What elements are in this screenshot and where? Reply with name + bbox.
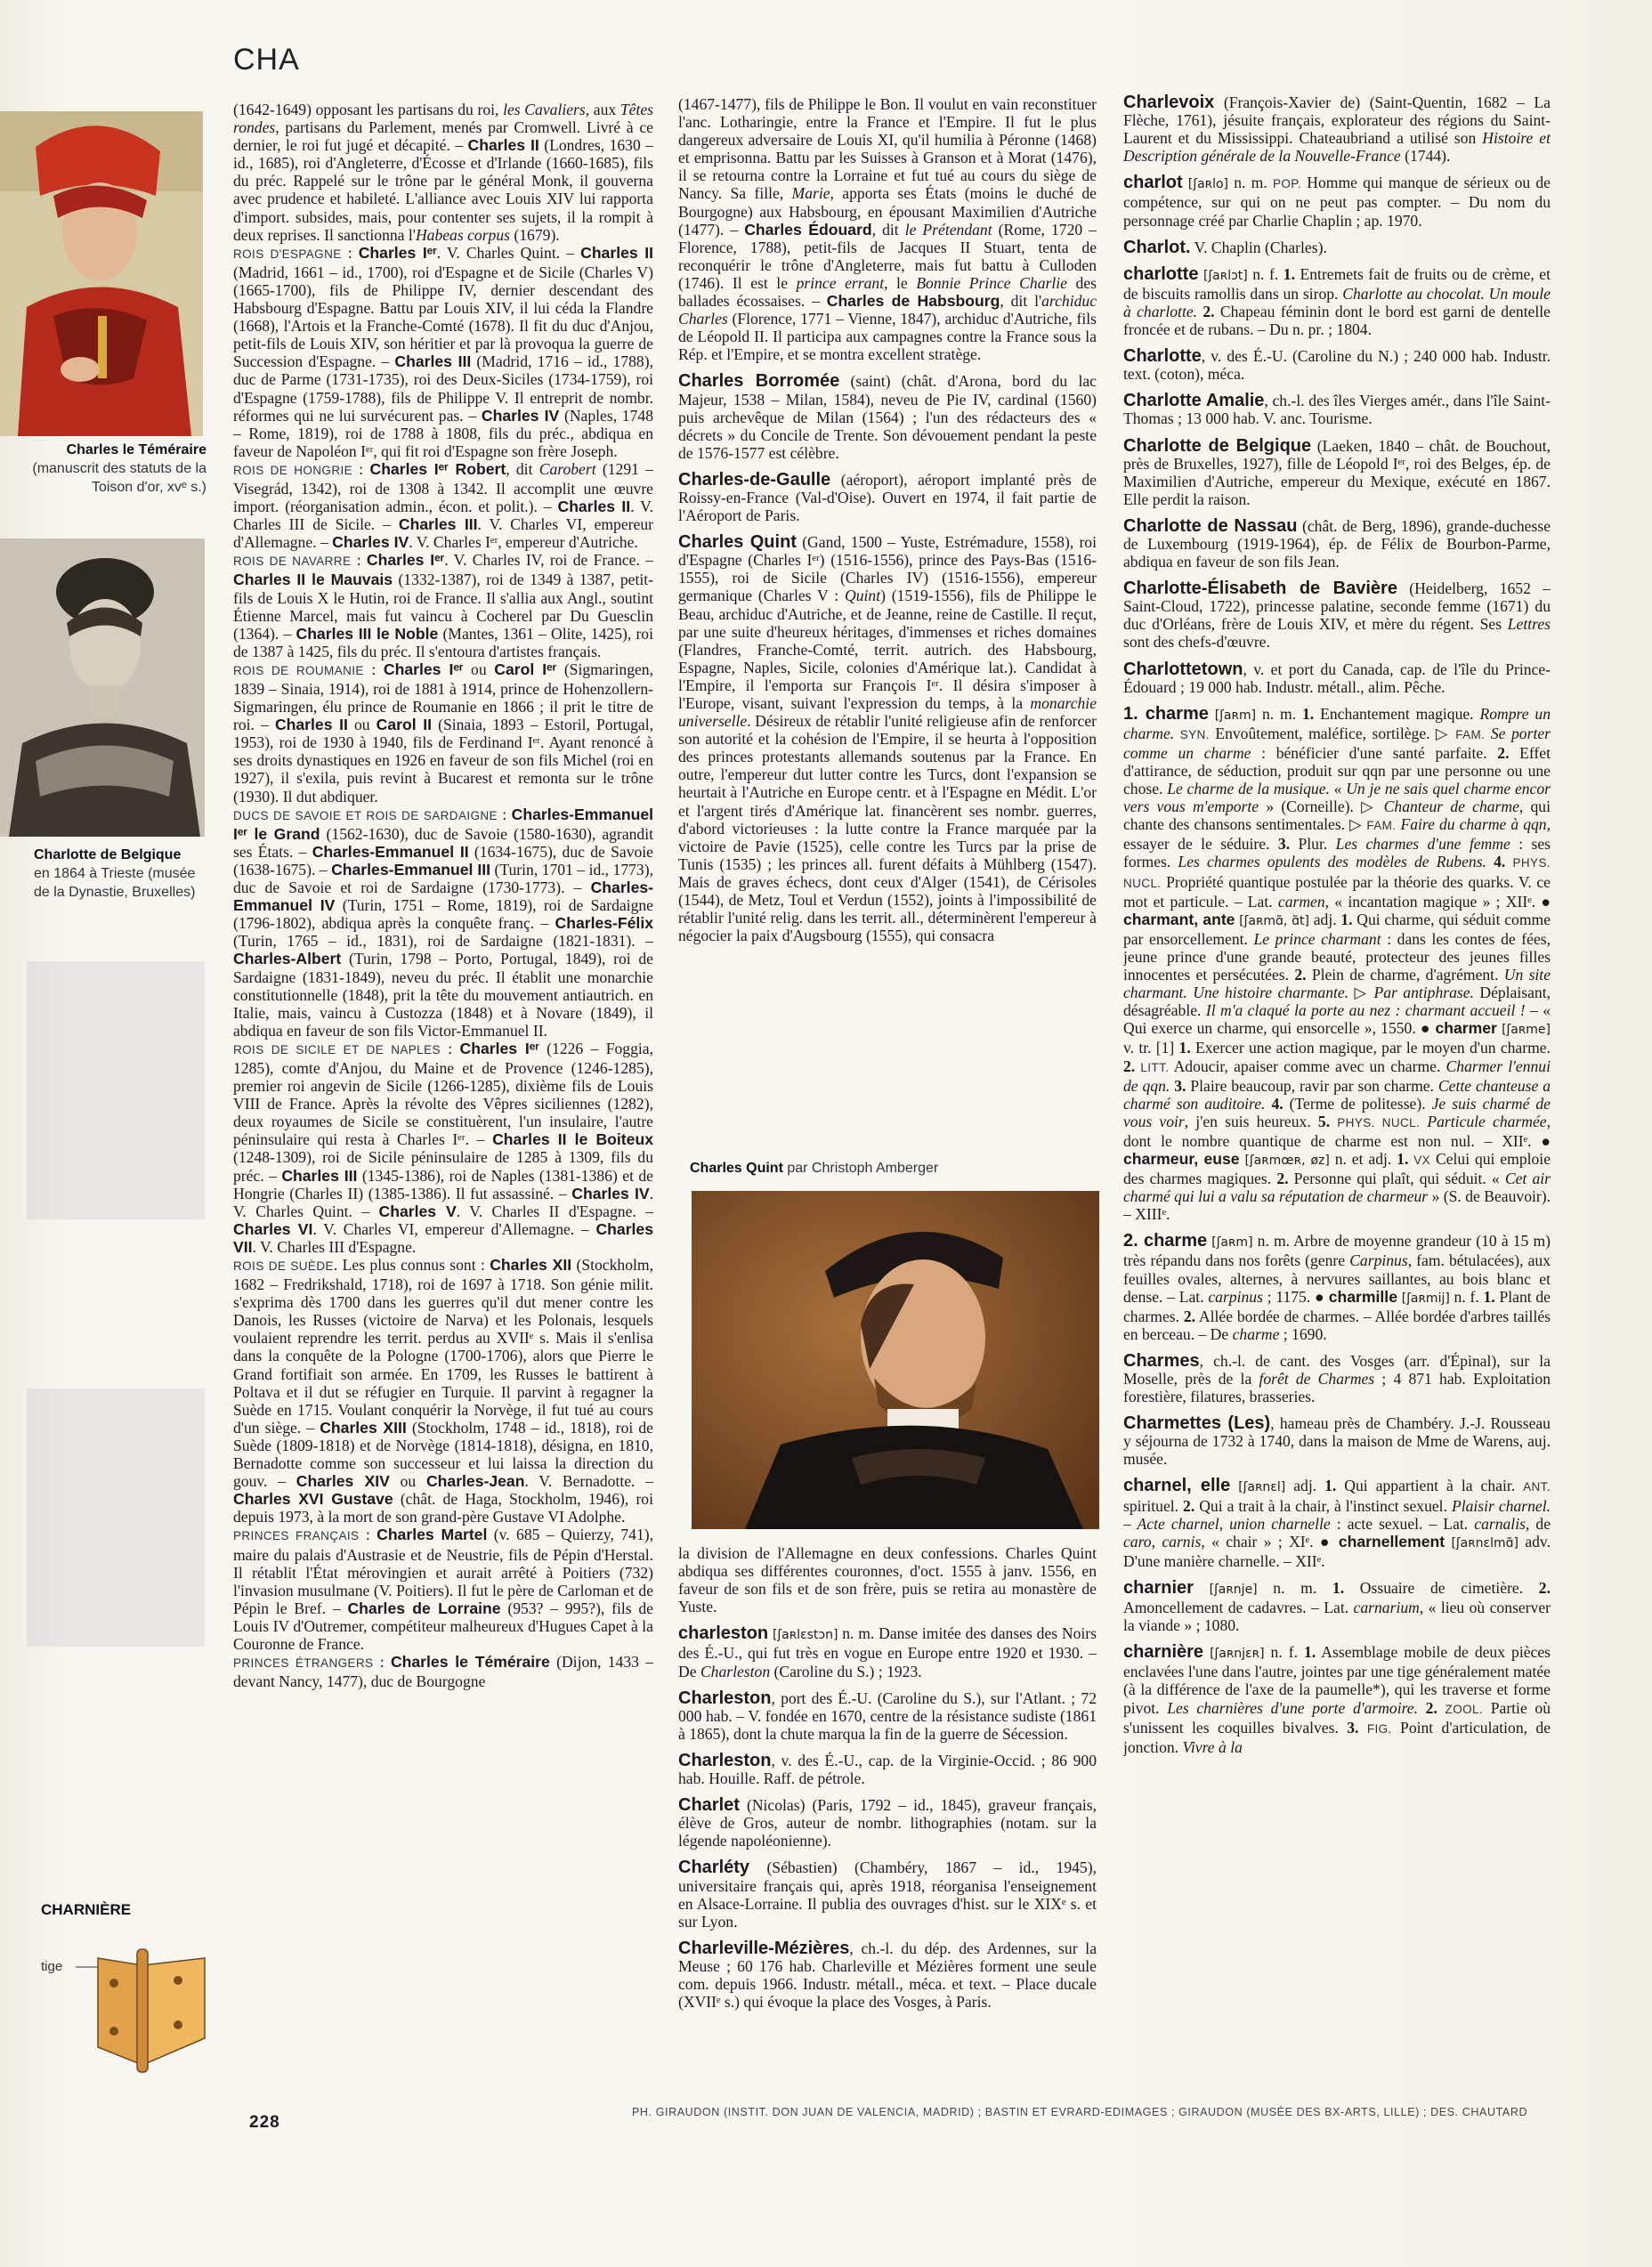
dictionary-entry: ROIS D'ESPAGNE : Charles Iᵉʳ. V. Charles Quint. – Charles II (Madrid, 1661 – id., 1700), roi d'Espagne et de Sicile (Charles V) (1665-1700), fils de Philippe IV, dernier descendant des Habsbourg d'Espagne. Battu par Louis XIV, il lui céda la Flandre (1668), l'Artois et la Franche-Comté (1678). Il fit du duc d'Anjou, petit-fils de Louis XIV, son héritier et par là provoqua la guerre de Succession d'Espagne. – Charles III (Madrid, 1716 – id., 1788), duc de Parme (1731-1735), roi des Deux-Siciles (1734-1759), roi d'Espagne (1759-1788), fils de Philippe V. Il entreprit de nombr. réformes qui ne lui survécurent pas. – Charles IV (Naples, 1748 – Rome, 1819), roi de 1788 à 1808, fils du préc., abdiqua en faveur de Napoléon Iᵉʳ, qui fit roi d'Espagne son frère Joseph. [233, 243, 653, 460]
hinge-drawing [53, 1931, 231, 2074]
dictionary-entry: Charleville-Mézières, ch.-l. du dép. des Ardennes, sur la Meuse ; 60 176 hab. Charleville et Mézières forment une seule com. depuis 1966. Industr. métall., méca. et text. – Place ducale (XVIIᵉ s.) qui évoque la place des Vosges, à Paris. [678, 1938, 1097, 2012]
dictionary-entry: ROIS DE SICILE ET DE NAPLES : Charles Iᵉʳ (1226 – Foggia, 1285), comte d'Anjou, du Maine et de Provence (1246-1285), premier roi angevin de Sicile (1266-1285), dixième fils de Louis VIII de France. Après la révolte des Vêpres siciliennes (1282), deux royaumes de Sicile se constituèrent, l'un insulaire, l'autre péninsulaire qui resta à Charles Iᵉʳ. – Charles II le Boiteux (1248-1309), roi de Sicile péninsulaire de 1285 à 1309, fils du préc. – Charles III (1345-1386), roi de Naples (1381-1386) et de Hongrie (Charles II) (1385-1386). Il fut assassiné. – Charles IV. V. Charles Quint. – Charles V. V. Charles II d'Espagne. – Charles VI. V. Charles VI, empereur d'Allemagne. – Charles VII. V. Charles III d'Espagne. [233, 1039, 653, 1256]
dictionary-entry: la division de l'Allemagne en deux confessions. Charles Quint abdiqua ses différentes couronnes, d'oct. 1555 à janv. 1556, en faveur de son fils et de son frère, puis se retira au monastère de Yuste. [678, 1544, 1097, 1616]
dictionary-entry: Charléty (Sébastien) (Chambéry, 1867 – id., 1945), universitaire français qui, après 1918, réorganisa l'enseignement en Alsace-Lorraine. Il publia des ouvrages d'hist. sur le XIXᵉ s. et sur Lyon. [678, 1858, 1097, 1931]
dictionary-entry: (1642-1649) opposant les partisans du roi, les Cavaliers, aux Têtes rondes, partisans du Parlement, menés par Cromwell. Livré à ce dernier, le roi fut jugé et décapité. – Charles II (Londres, 1630 – id., 1685), roi d'Angleterre, d'Écosse et d'Irlande (1660-1685), fils du préc. Rappelé sur le trône par le général Monk, il gouverna avec prudence et habileté. L'alliance avec Louis XIV lui rapporta d'import. subsides, mais, pour contenter ses sujets, il la rompit à deux reprises. Il sanctionna l'Habeas corpus (1679). [233, 101, 653, 244]
dictionary-entry: charlotte [ʃaʀlɔt] n. f. 1. Entremets fait de fruits ou de crème, et de biscuits ramollis dans un sirop. Charlotte au chocolat. Un moule à charlotte. 2. Chapeau féminin dont le bord est garni de dentelle froncée et de rubans. – Du n. pr. ; 1804. [1123, 263, 1551, 339]
temeraire-caption [28, 441, 206, 497]
figure-charles-quint [690, 1159, 1108, 1533]
dictionary-entry: Charles Borromée (saint) (chât. d'Arona, bord du lac Majeur, 1538 – Milan, 1584), neveu de Pie IV, cardinal (1560) puis archevêque de Milan (1564) ; l'un des rédacteurs des « décrets » du Concile de Trente. Son dévouement pendant la peste de 1576-1577 est célèbre. [678, 371, 1097, 462]
temeraire-caption-title: Charles le Téméraire [66, 442, 206, 457]
dictionary-entry: Charlottetown, v. et port du Canada, cap. de l'île du Prince-Édouard ; 19 000 hab. Industr. métall., alim. Pêche. [1123, 659, 1551, 696]
dictionary-entry: Charlevoix (François-Xavier de) (Saint-Quentin, 1682 – La Flèche, 1761), jésuite français, explorateur des régions du Saint-Laurent et du Mississippi. Chateaubriand a utilisé son Histoire et Description générale de la Nouvelle-France (1744). [1123, 93, 1551, 166]
text-column-1 [233, 101, 653, 2107]
scan-show-through [27, 961, 205, 1219]
page-number: 228 [249, 2113, 280, 2132]
temeraire-portrait-drawing [0, 111, 203, 436]
charlotte-caption-text: en 1864 à Trieste (musée de la Dynastie, Bruxelles) [34, 866, 196, 900]
dictionary-entry: PRINCES ÉTRANGERS : Charles le Téméraire (Dijon, 1433 – devant Nancy, 1477), duc de Bourgogne [233, 1653, 653, 1691]
photo-credits: PH. GIRAUDON (INSTIT. DON JUAN DE VALENCIA, MADRID) ; BASTIN ET EVRARD-EDIMAGES ; GIRAUDON (MUSÉE DES BX-ARTS, LILLE) ; DES. CHAUTARD [632, 2106, 1528, 2118]
dictionary-entry: Charleston, v. des É.-U., cap. de la Virginie-Occid. ; 86 900 hab. Houille. Raff. de pétrole. [678, 1750, 1097, 1788]
dictionary-entry: Charles Quint (Gand, 1500 – Yuste, Estrémadure, 1558), roi d'Espagne (Charles Iᵉʳ) (1516-1556), prince des Pays-Bas (1516-1555), roi de Sicile (Charles IV) (1516-1556), empereur germanique (Charles V : Quint) (1519-1556), fils de Philippe le Beau, archiduc d'Autriche, et de Jeanne, reine de Castille. Il reçut, par une suite d'heureux héritages, d'immenses et riches domaines (Flandres, Franche-Comté, territ. autrich. des Habsbourg, Espagne, Naples, Sicile, colonies d'Amérique lat.). Candidat à l'Empire, il l'emporta sur François Iᵉʳ. Il désira s'imposer à l'Europe, visant, suivant l'expression du temps, à la monarchie universelle. Désireux de rétablir l'unité religieuse afin de renforcer son autorité et la cohésion de l'Empire, il se heurta à l'opposition des princes protestants allemands soutenus par la France. En outre, l'empereur dut lutter contre les Turcs, dont l'expansion se heurtait à l'Autriche en Europe centr. et à l'Espagne en Médit. L'or et l'argent tirés d'Amérique lat. financèrent ses nombr. guerres, d'abord victorieuses : la lutte contre la France marquée par la victoire de Pavie (1525), celle contre les Turcs par la prise de Tunis (1535) ; les princes all. furent défaits à Mühlberg (1547). Mais de graves échecs, dont ceux d'Alger (1541), de Cérisoles (1544), de Metz, Toul et Verdun (1552), joints à l'impossibilité de rétablir l'unité relig. dans les territ. all., déterminèrent l'empereur à négocier la paix d'Augsbourg (1555), qui consacra [678, 532, 1097, 945]
dictionary-entry: charnière [ʃaʀnjɛʀ] n. f. 1. Assemblage mobile de deux pièces enclavées l'une dans l'autre, jointes par une tige généralement matée (à la différence de l'axe de la paumelle*), qui les traverse et forme pivot. Les charnières d'une porte d'armoire. 2. ZOOL. Partie où s'unissent les coquilles bivalves. 3. FIG. Point d'articulation, de jonction. Vivre à la [1123, 1642, 1551, 1756]
charlotte-caption-title: Charlotte de Belgique [34, 847, 182, 862]
text-column-2-bottom [678, 1544, 1097, 2096]
text-column-2-top [678, 95, 1097, 1144]
dictionary-entry: charnel, elle [ʃaʀnɛl] adj. 1. Qui appartient à la chair. ANT. spirituel. 2. Qui a trait à la chair, à l'instinct sexuel. Plaisir charnel. – Acte charnel, union charnelle : acte sexuel. – Lat. carnalis, de caro, carnis, « chair » ; XIᵉ. ● charnellement [ʃaʀnɛlmɑ̃] adv. D'une manière charnelle. – XIIᵉ. [1123, 1476, 1551, 1570]
running-head: CHA [233, 43, 300, 77]
charles-quint-caption [690, 1159, 1108, 1178]
dictionary-entry: 2. charme [ʃaʀm] n. m. Arbre de moyenne grandeur (10 à 15 m) très répandu dans nos forêts (genre Carpinus, fam. bétulacées), aux feuilles ovales, alternes, à nervures saillantes, au bois blanc et dense. – Lat. carpinus ; 1175. ● charmille [ʃaʀmij] n. f. 1. Plant de charmes. 2. Allée bordée de charmes. – Allée bordée d'arbres taillés en berceau. – De charme ; 1690. [1123, 1231, 1551, 1343]
dictionary-entry: ROIS DE NAVARRE : Charles Iᵉʳ. V. Charles IV, roi de France. – Charles II le Mauvais (1332-1387), roi de 1349 à 1387, petit-fils de Louis X le Hutin, roi de France. Il s'allia aux Angl., soutint Étienne Marcel, mais fut vaincu à Cocherel par Du Guesclin (1364). – Charles III le Noble (Mantes, 1361 – Olite, 1425), roi de 1387 à 1425, fils du préc. Il s'entoura d'artistes français. [233, 551, 653, 660]
charles-quint-portrait-drawing [692, 1191, 1099, 1529]
dictionary-entry: 1. charme [ʃaʀm] n. m. 1. Enchantement magique. Rompre un charme. SYN. Envoûtement, maléfice, sortilège. ▷ FAM. Se porter comme un charme : bénéficier d'une santé parfaite. 2. Effet d'attirance, de séduction, produit sur qqn par une personne ou une chose. Le charme de la musique. « Un je ne sais quel charme encor vers vous m'emporte » (Corneille). ▷ Chanteur de charme, qui chante des chansons sentimentales. ▷ FAM. Faire du charme à qqn, essayer de le séduire. 3. Plur. Les charmes d'une femme : ses formes. Les charmes opulents des modèles de Rubens. 4. PHYS. NUCL. Propriété quantique postulée par la théorie des quarks. V. ce mot et particule. – Lat. carmen, « incantation magique » ; XIIᵉ. ● charmant, ante [ʃaʀmɑ̃, ɑ̃t] adj. 1. Qui charme, qui séduit comme par ensorcellement. Le prince charmant : dans les contes de fées, jeune prince d'une grande beauté, protecteur des jeunes filles innocentes et persécutées. 2. Plein de charme, d'agrément. Un site charmant. Une histoire charmante. ▷ Par antiphrase. Déplaisant, désagréable. Il m'a claqué la porte au nez : charmant accueil ! – « Qui exerce un charme, qui ensorcelle », 1550. ● charmer [ʃaʀme] v. tr. [1] 1. Exercer une action magique, par le moyen d'un charme. 2. LITT. Adoucir, apaiser comme avec un charme. Charmer l'ennui de qqn. 3. Plaire beaucoup, ravir par son charme. Cette chanteuse a charmé son auditoire. 4. (Terme de politesse). Je suis charmé de vous voir, j'en suis heureux. 5. PHYS. NUCL. Particule charmée, dont le nombre quantique de charme est non nul. – XIIᵉ. ● charmeur, euse [ʃaʀmœʀ, øz] n. et adj. 1. VX Celui qui emploie des charmes magiques. 2. Personne qui plaît, qui séduit. « Cet air charmé qui lui a valu sa réputation de charmeur » (S. de Beauvoir). – XIIIᵉ. [1123, 703, 1551, 1224]
dictionary-entry: charlot [ʃaʀlo] n. m. POP. Homme qui manque de sérieux ou de compétence, sur qui on ne peut pas compter. – Du nom du personnage créé par Charlie Chaplin ; ap. 1970. [1123, 173, 1551, 230]
dictionary-entry: charnier [ʃaʀnje] n. m. 1. Ossuaire de cimetière. 2. Amoncellement de cadavres. – Lat. carnarium, « lieu où conserver la viande » ; 1080. [1123, 1577, 1551, 1635]
dictionary-entry: Charlot. V. Chaplin (Charles). [1123, 237, 1327, 257]
dictionary-entry: Charmettes (Les), hameau près de Chambéry. J.-J. Rousseau y séjourna de 1732 à 1740, dans la maison de Mme de Warens, auj. musée. [1123, 1413, 1551, 1469]
charles-quint-caption-text: par Christoph Amberger [787, 1161, 939, 1176]
dictionary-entry: PRINCES FRANÇAIS : Charles Martel (v. 685 – Quierzy, 741), maire du palais d'Austrasie et de Neustrie, fils de Pépin d'Herstal. Il rétablit l'État mérovingien et aurait arrêté à Poitiers (732) l'invasion musulmane (V. Poitiers). Il fut le père de Carloman et de Pépin le Bref. – Charles de Lorraine (953? – 995?), fils de Louis IV d'Outremer, compétiteur malheureux d'Hugues Capet à la Couronne de France. [233, 1526, 653, 1653]
dictionary-entry: (1467-1477), fils de Philippe le Bon. Il voulut en vain reconstituer l'anc. Lotharingie, entre la France et l'Empire. Il fut le plus dangereux adversaire de Louis XI, qu'il humilia à Péronne (1468) et emprisonna. Battu par les Suisses à Granson et à Morat (1476), il se retourna contre la Lorraine et fut tué au cours du siège de Nancy. Sa fille, Marie, apporta ses États (moins le duché de Bourgogne) aux Habsbourg, en épousant Maximilien d'Autriche (1477). – Charles Édouard, dit le Prétendant (Rome, 1720 – Florence, 1788), petit-fils de Jacques II Stuart, tenta de reconquérir le trône d'Angleterre, mais fut battu à Culloden (1746). Il est le prince errant, le Bonnie Prince Charlie des ballades écossaises. – Charles de Habsbourg, dit l'archiduc Charles (Florence, 1771 – Vienne, 1847), archiduc d'Autriche, fils de Léopold II. Il participa aux campagnes contre la France sous la Rép. et l'Empire, et se montra excellent stratège. [678, 95, 1097, 364]
dictionary-entry: Charlotte Amalie, ch.-l. des îles Vierges amér., dans l'île Saint-Thomas ; 13 000 hab. V. anc. Tourisme. [1123, 391, 1551, 428]
scan-show-through [27, 1389, 205, 1647]
dictionary-entry: Charlotte-Élisabeth de Bavière (Heidelberg, 1652 – Saint-Cloud, 1722), princesse palatine, seconde femme (1671) du duc d'Orléans, frère de Louis XIV, et mère du régent. Ses Lettres sont des chefs-d'œuvre. [1123, 579, 1551, 652]
charles-quint-caption-title: Charles Quint [690, 1161, 783, 1176]
charlotte-caption [34, 846, 212, 902]
dictionary-entry: Charlet (Nicolas) (Paris, 1792 – id., 1845), graveur français, élève de Gros, auteur de nombr. lithographies (notam. sur la légende napoléonienne). [678, 1795, 1097, 1850]
dictionary-entry: charleston [ʃaʀlɛstɔn] n. m. Danse imitée des danses des Noirs des É.-U., qui fut très en vogue en Europe entre 1920 et 1930. – De Charleston (Caroline du S.) ; 1923. [678, 1623, 1097, 1680]
figure-charles-le-temeraire [0, 111, 206, 495]
dictionary-entry: ROIS DE ROUMANIE : Charles Iᵉʳ ou Carol Iᵉʳ (Sigmaringen, 1839 – Sinaia, 1914), roi de 1881 à 1914, prince de Hohenzollern-Sigmaringen, élu prince de Roumanie en 1866 ; il prit le titre de roi. – Charles II ou Carol II (Sinaia, 1893 – Estoril, Portugal, 1953), roi de 1930 à 1940, fils de Ferdinand Iᵉʳ. Ayant renoncé à ses droits dynastiques en 1926 en faveur de son fils Michel (roi en 1927), il s'exila, puis revint à Bucarest et remonta sur le trône (1930). Il dut abdiquer. [233, 660, 653, 806]
dictionary-entry: ROIS DE SUÈDE. Les plus connus sont : Charles XII (Stockholm, 1682 – Fredrikshald, 1718), roi de 1697 à 1718. Son génie milit. s'exprima dès 1700 dans les guerres qu'il dut mener contre les Danois, les Russes (victoire de Narva) et les Polonais, lesquels voulaient reprendre les territ. perdus au XVIIᵉ s. Mais il s'enlisa dans la conquête de la Pologne (1700-1706), alors que Pierre le Grand fortifiait son armée. En 1709, les Russes le battirent à Poltava et il dut se réfugier en Turquie. Il parvint à regagner la Suède en 1715. Voulant conquérir la Norvège, il fut tué au cours d'un siège. – Charles XIII (Stockholm, 1748 – id., 1818), roi de Suède (1809-1818) et de Norvège (1814-1818), désigna, en 1810, Bernadotte comme son successeur et lui laissa la direction du gouv. – Charles XIV ou Charles-Jean. V. Bernadotte. – Charles XVI Gustave (chât. de Haga, Stockholm, 1946), roi depuis 1973, à la mort de son grand-père Gustave VI Adolphe. [233, 1256, 653, 1526]
text-column-3 [1123, 93, 1551, 2107]
dictionary-entry: Charlotte, v. des É.-U. (Caroline du N.) ; 240 000 hab. Industr. text. (coton), méca. [1123, 346, 1551, 384]
portrait-image [0, 111, 203, 436]
charlotte-portrait-drawing [0, 538, 205, 837]
dictionary-entry: Charlotte de Belgique (Laeken, 1840 – chât. de Bouchout, près de Bruxelles, 1927), fille de Léopold Iᵉʳ, roi des Belges, ép. de Maximilien d'Autriche, empereur du Mexique, exécuté en 1867. Elle perdit la raison. [1123, 435, 1551, 508]
portrait-image [0, 538, 205, 837]
dictionary-entry: Charlotte de Nassau (chât. de Berg, 1896), grande-duchesse de Luxembourg (1919-1964), ép. de Félix de Bourbon-Parme, abdiqua en faveur de son fils Jean. [1123, 515, 1551, 571]
dictionary-entry: DUCS DE SAVOIE ET ROIS DE SARDAIGNE : Charles-Emmanuel Iᵉʳ le Grand (1562-1630), duc de Savoie (1580-1630), agrandit ses États. – Charles-Emmanuel II (1634-1675), duc de Savoie (1638-1675). – Charles-Emmanuel III (Turin, 1701 – id., 1773), duc de Savoie et roi de Sardaigne (1730-1773). – Charles-Emmanuel IV (Turin, 1751 – Rome, 1819), roi de Sardaigne (1796-1802), abdiqua après la conquête franç. – Charles-Félix (Turin, 1765 – id., 1831), roi de Sardaigne (1821-1831). – Charles-Albert (Turin, 1798 – Porto, Portugal, 1849), roi de Sardaigne (1831-1849), neveu du préc. Il établit une monarchie constitutionnelle (1848), prit la tête du mouvement antiautrich. en Italie, mais, vaincu à Custozza (1848) et à Novare (1849), il abdiqua en faveur de son fils Victor-Emmanuel II. [233, 805, 653, 1040]
portrait-image [692, 1191, 1099, 1529]
figure-charlotte-de-belgique [0, 538, 214, 930]
dictionary-entry: Charles-de-Gaulle (aéroport), aéroport implanté près de Roissy-en-France (Val-d'Oise). Ouvert en 1974, il fait partie de l'Aéroport de Paris. [678, 469, 1097, 525]
dictionary-entry: Charleston, port des É.-U. (Caroline du S.), sur l'Atlant. ; 72 000 hab. – V. fondée en 1670, centre de la résistance sudiste (1861 à 1865), dont la chute marqua la fin de la guerre de Sécession. [678, 1688, 1097, 1743]
temeraire-caption-text: (manuscrit des statuts de la Toison d'or, xvᵉ s.) [32, 461, 206, 495]
dictionary-entry: Charmes, ch.-l. de cant. des Vosges (arr. d'Épinal), sur la Moselle, près de la forêt de Charmes ; 4 871 hab. Exploitation forestière, filatures, brasseries. [1123, 1350, 1551, 1406]
charniere-title: CHARNIÈRE [41, 1901, 132, 1918]
charniere-label-tige: tige [41, 1959, 63, 1974]
dictionary-entry: ROIS DE HONGRIE : Charles Iᵉʳ Robert, dit Carobert (1291 – Visegrád, 1342), roi de 1308 à 1342. Il accomplit une œuvre import. (réorganisation admin., écon. et polit.). – Charles II. V. Charles III de Sicile. – Charles III. V. Charles VI, empereur d'Allemagne. – Charles IV. V. Charles Iᵉʳ, empereur d'Autriche. [233, 459, 653, 552]
figure-charniere [36, 1896, 231, 2074]
